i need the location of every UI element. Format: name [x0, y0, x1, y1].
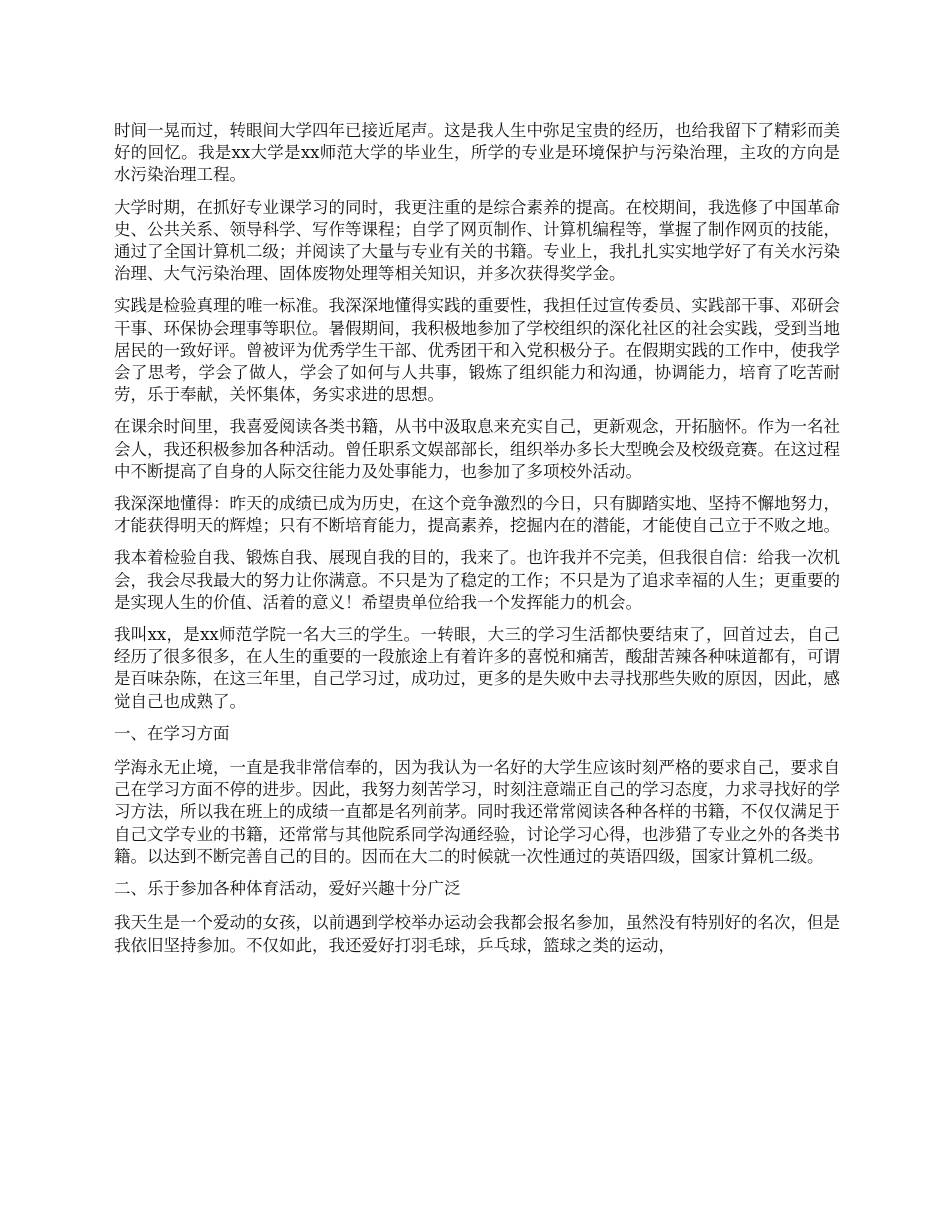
paragraph-sports: 我天生是一个爱动的女孩，以前遇到学校举办运动会我都会报名参加，虽然没有特别好的名次，但是我依旧坚持参加。不仅如此，我还爱好打羽毛球，乒乓球，篮球之类的运动，: [114, 913, 840, 955]
section-heading-study: 一、在学习方面: [114, 723, 230, 743]
paragraph-self-introduction: 我叫xx，是xx师范学院一名大三的学生。一转眼，大三的学习生活都快要结束了，回首过去，自己经历了很多很多，在人生的重要的一段旅途上有着许多的喜悦和痛苦，酸甜苦辣各种味道都有，可谓是百味杂陈，在这三年里，自己学习过，成功过，更多的是失败中去寻找那些失败的原因，因此，感觉自己也成熟了。: [114, 625, 840, 711]
document-body: [114, 120, 840, 967]
section-heading-sports: 二、乐于参加各种体育活动，爱好兴趣十分广泛: [114, 879, 461, 899]
paragraph-intro: 时间一晃而过，转眼间大学四年已接近尾声。这是我人生中弥足宝贵的经历，也给我留下了精彩而美好的回忆。我是xx大学是xx师范大学的毕业生，所学的专业是环境保护与污染治理，主攻的方向是水污染治理工程。: [114, 121, 840, 185]
paragraph-practice: 实践是检验真理的唯一标准。我深深地懂得实践的重要性，我担任过宣传委员、实践部干事、邓研会干事、环保协会理事等职位。暑假期间，我积极地参加了学校组织的深化社区的社会实践，受到当地居民的一致好评。曾被评为优秀学生干部、优秀团干和入党积极分子。在假期实践的工作中，使我学会了思考，学会了做人，学会了如何与人共事，锻炼了组织能力和沟通，协调能力，培育了吃苦耐劳，乐于奉献，关怀集体，务实求进的思想。: [114, 296, 840, 405]
paragraph-self-test: 我本着检验自我、锻炼自我、展现自我的目的，我来了。也许我并不完美，但我很自信：给我一次机会，我会尽我最大的努力让你满意。不只是为了稳定的工作；不只是为了追求幸福的人生；更重要的是实现人生的价值、活着的意义！希望贵单位给我一个发挥能力的机会。: [114, 548, 840, 612]
paragraph-study: 学海永无止境，一直是我非常信奉的，因为我认为一名好的大学生应该时刻严格的要求自己，要求自己在学习方面不停的进步。因此，我努力刻苦学习，时刻注意端正自己的学习态度，力求寻找好的学习方法，所以我在班上的成绩一直都是名列前茅。同时我还常常阅读各种各样的书籍，不仅仅满足于自己文学专业的书籍，还常常与其他院系同学沟通经验，讨论学习心得，也涉猎了专业之外的各类书籍。以达到不断完善自己的目的。因而在大二的时候就一次性通过的英语四级，国家计算机二级。: [114, 758, 840, 866]
paragraph-spare-time: 在课余时间里，我喜爱阅读各类书籍，从书中汲取息来充实自己，更新观念，开拓脑怀。作为一名社会人，我还积极参加各种活动。曾任职系文娱部部长，组织举办多长大型晚会及校级竞赛。在这过程中不断提高了自身的人际交往能力及处事能力，也参加了多项校外活动。: [114, 417, 840, 481]
paragraph-university-study: 大学时期，在抓好专业课学习的同时，我更注重的是综合素养的提高。在校期间，我选修了中国革命史、公共关系、领导科学、写作等课程；自学了网页制作、计算机编程等，掌握了制作网页的技能，通过了全国计算机二级；并阅读了大量与专业有关的书籍。专业上，我扎扎实实地学好了有关水污染治理、大气污染治理、固体废物处理等相关知识，并多次获得奖学金。: [114, 197, 840, 284]
paragraph-understanding: 我深深地懂得：昨天的成绩已成为历史，在这个竞争激烈的今日，只有脚踏实地、坚持不懈地努力，才能获得明天的辉煌；只有不断培育能力，提高素养，挖掘内在的潜能，才能使自己立于不败之地。: [114, 494, 840, 536]
